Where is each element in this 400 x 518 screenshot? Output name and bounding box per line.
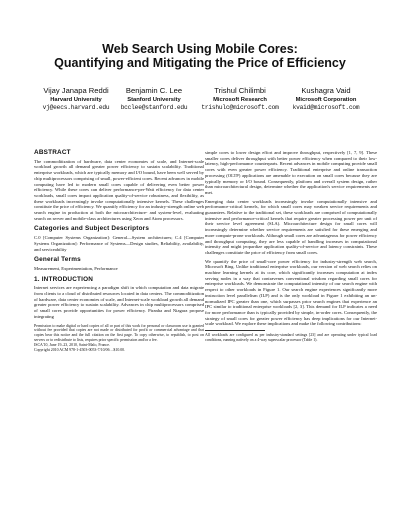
author-affiliation: Harvard University xyxy=(50,97,102,103)
author-name: Trishul Chilimbi xyxy=(214,86,266,95)
author-email: kvaid@microsoft.com xyxy=(292,104,360,111)
author-name: Vijay Janapa Reddi xyxy=(43,86,109,95)
general-terms-heading: General Terms xyxy=(34,256,81,264)
author-email: trishulc@microsoft.com xyxy=(201,104,279,111)
author-affiliation: Stanford University xyxy=(127,97,181,103)
author-name: Kushagra Vaid xyxy=(301,86,351,95)
right-paragraph-2: Emerging data center workloads increasingly invoke computationally intensive and performance-critical kernels, for which small cores may weaken service requirements and guarantees. Relative to the traditional set, these workloads are comprised of computationally intensive and performance-critical kernels that require greater processing power per unit of their service level agreement (SLA). Microarchitecture design for small cores will increasingly determine whether service requirements are satisfied for these emerging and more compute-prone workloads. Although small cores are advantageous for power efficiency and throughput computing, they are less capable of handling increases in computational intensity and might jeopardize application quality-of-service and latency constraints. These challenges constitute the price of efficiency from small cores. xyxy=(205,198,377,255)
conference-line: ISCA'10, June 19–23, 2010, Saint-Malo, France. xyxy=(34,342,110,347)
categories-text: C.0 [Computer Systems Organization]: General—System architectures; C.4 [Computer Systems Organization]: Performance of Systems—Design studies, Reliability, availability, and serviceability xyxy=(34,235,204,252)
author-name: Benjamin C. Lee xyxy=(125,86,183,95)
paper-title-line-2: Quantifying and Mitigating the Price of Efficiency xyxy=(54,56,346,70)
author-block xyxy=(28,86,372,126)
author-4 xyxy=(278,86,374,112)
right-paragraph-1: simple cores to lower design effort and improve throughput, respectively [1, 7, 9]. These smaller cores deliver throughput with better power efficiency when compared to their low-latency, high-performance counterparts. Recent advances in mobile computing provide small cores with even greater power efficiency. Traditional enterprise and online transaction processing (OLTP) applications are amenable to execution on small cores because they are typically memory or I/O bound. Consequently, platform and overall system design, rather than microarchitectural design, determine whether the application's service requirements are met. xyxy=(205,150,377,195)
categories-heading: Categories and Subject Descriptors xyxy=(34,225,150,233)
author-email: vj@eecs.harvard.edu xyxy=(42,104,110,111)
abstract-heading: ABSTRACT xyxy=(34,149,71,156)
footnote-text: All workloads are configured as per industry-standard settings [23] and are operating under typical load conditions, running natively on a 4-way superscalar processor (Table 1). xyxy=(205,333,377,342)
general-terms-text: Measurement, Experimentation, Performance xyxy=(34,265,118,271)
copyright-notice xyxy=(34,324,204,353)
introduction-heading: 1. INTRODUCTION xyxy=(34,275,94,283)
left-column xyxy=(34,150,204,352)
right-paragraph-3: We quantify the price of small-core power efficiency for industry-strength web search, Microsoft Bing. Unlike traditional enterprise workloads, our version of web search relies on machine learning kernels at its core, which significantly increases computation at index serving nodes in a way that contravenes conventional wisdom regarding small cores for enterprise workloads. We demonstrate the computational intensity of our search engine with respect to other workloads in Figure 1. Our search engine experiences significantly more instruction level parallelism (ILP) and is the only workload in Figure 1 exhibiting an un-normalized IPC greater than one, which surpasses prior search engines that experience an IPC similar to traditional enterprise workloads [2, 3]. This demand for ILP indicates a need for more performance than is typically provided by simple, in-order cores. Consequently, the strategy of small cores for greater power efficiency has deep implications for our Internet-scale workload. We explore these implications and make the following contributions: xyxy=(205,258,377,327)
paper-title-line-1: Web Search Using Mobile Cores: xyxy=(102,42,298,56)
copyright-line: Copyright 2010 ACM 978-1-4503-0053-7/10/06 ...$10.00. xyxy=(34,347,126,352)
author-affiliation: Microsoft Corporation xyxy=(295,97,357,103)
footnote-rule xyxy=(205,330,265,331)
abstract-text: The commoditization of hardware, data center economies of scale, and Internet-scale workload growth all demand greater power efficiency to sustain scalability. Traditional enterprise workloads, which are typically memory and I/O bound, have been well served by chip multiprocessors comprising of small, power-efficient cores. Recent advances in mobile computing have led to modern small cores capable of delivering even better power efficiency. While these cores can deliver performance-per-Watt efficiency for data center workloads, small cores impact application quality-of-service robustness, and flexibility, as these workloads increasingly invoke computationally intensive kernels. These challenges constitute the price of efficiency. We quantify efficiency for an industry-strength online web search engine in production at both the microarchitecture- and system-level, evaluating search on server and mobile-class architectures using Xeon and Atom processors. xyxy=(34,158,204,221)
author-email: bcclee@stanford.edu xyxy=(120,104,188,111)
right-column xyxy=(205,150,377,343)
author-3 xyxy=(192,86,288,112)
permission-text: Permission to make digital or hard copies of all or part of this work for personal or classroom use is granted without fee provided that copies are not made or distributed for profit or commercial advantage and that copies bear this notice and the full citation on the first page. To copy otherwise, to republish, to post on servers or to redistribute to lists, requires prior specific permission and/or a fee. xyxy=(34,323,204,342)
introduction-text: Internet services are experiencing a paradigm shift in which computation and data migrate from clients to a cloud of distributed resources located in data centers. The commoditization of hardware, data center economies of scale, and Internet-scale workload growth all demand greater power efficiency to sustain scalability. Advances in chip multiprocessors comprised of small cores provide opportunities for power efficiency. Piranha and Niagara propose integrating xyxy=(34,285,204,319)
author-2 xyxy=(106,86,202,112)
author-affiliation: Microsoft Research xyxy=(213,97,267,103)
